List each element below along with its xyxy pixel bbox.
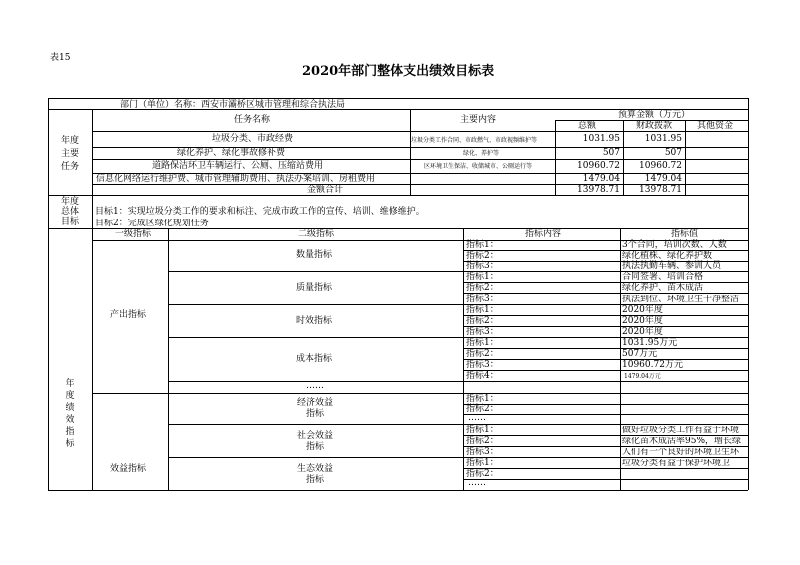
indicator-name: 指标3： xyxy=(466,360,499,370)
indicator-value: 绿化植株、绿化养护数 xyxy=(622,251,713,261)
indicator-name: 指标3： xyxy=(466,447,499,457)
value-header: 指标值 xyxy=(671,229,699,239)
indicator-name: 指标1： xyxy=(466,240,499,250)
dept-name: 部门（单位）名称：西安市灞桥区城市管理和综合执法局 xyxy=(120,100,346,110)
indicator-name: 指标1： xyxy=(466,305,499,315)
indicator-name: 指标3： xyxy=(466,294,499,304)
indicator-value: 2020年度 xyxy=(622,316,663,326)
economic-indicator: 经济效益 指标 xyxy=(296,398,333,419)
indicator-name: 指标1： xyxy=(466,338,499,348)
task-fiscal: 507 xyxy=(664,148,682,158)
level1-header: 一级指标 xyxy=(115,229,152,239)
indicator-value: 2020年度 xyxy=(622,327,663,337)
sheet-label: 表15 xyxy=(50,53,71,63)
indicator-name: 指标3： xyxy=(466,261,499,271)
indicator-name: …… xyxy=(468,478,486,488)
social-indicator: 社会效益 指标 xyxy=(296,431,333,452)
task-fiscal: 10960.72 xyxy=(639,161,682,171)
indicator-name: …… xyxy=(468,413,486,423)
total-header: 总额 xyxy=(578,121,597,131)
benefit-indicator-label: 效益指标 xyxy=(110,464,147,474)
task-total: 507 xyxy=(602,148,620,158)
indicator-value: 合同签署、培训合格 xyxy=(622,272,704,282)
goal-2: 目标2：完成区绿化规划任务 xyxy=(95,219,209,228)
quality-indicator: 质量指标 xyxy=(296,283,333,293)
indicator-name: 指标3： xyxy=(466,327,499,337)
indicator-name: 指标2： xyxy=(466,283,499,293)
sum-fiscal: 13978.71 xyxy=(639,185,682,195)
indicator-value: 垃圾分类有益于保护环境卫 xyxy=(622,459,731,468)
ecology-indicator: 生态效益 指标 xyxy=(296,464,333,485)
indicator-name: 指标2： xyxy=(466,469,499,479)
task-content: 垃圾分类工作合同、市政燃气、市政视频维护等 xyxy=(411,137,538,144)
fiscal-header: 财政拨款 xyxy=(636,121,673,131)
indicator-name: 指标1： xyxy=(466,394,499,404)
indicator-value: 做好垃圾分类工作有益于环境 xyxy=(622,426,740,435)
indicator-value: 10960.72万元 xyxy=(622,360,683,370)
indicator-value: 2020年度 xyxy=(622,305,663,315)
indicator-value: 3个合同，培训次数、人数 xyxy=(622,240,727,250)
indicator-name: 指标1： xyxy=(466,272,499,282)
indicator-name: 指标2： xyxy=(466,436,499,446)
other-header: 其他资金 xyxy=(697,121,734,131)
indicator-value: 绿化养护、苗木成活 xyxy=(622,283,704,293)
indicator-name: 指标1： xyxy=(466,458,499,468)
task-fiscal: 1031.95 xyxy=(644,134,682,144)
task-content: 区环境卫生保洁、收储城市、公厕运行等 xyxy=(424,163,533,170)
cost-indicator: 成本指标 xyxy=(296,354,333,364)
task-fiscal: 1479.04 xyxy=(644,174,682,184)
indicator-name: 指标2： xyxy=(466,316,499,326)
indicator-name: 指标2： xyxy=(466,349,499,359)
output-indicator-label: 产出指标 xyxy=(110,310,147,320)
task-total: 1479.04 xyxy=(582,174,620,184)
indicator-name: 指标2： xyxy=(466,404,499,414)
section-goal-label: 年度 总体 目标 xyxy=(60,197,79,227)
goal-1: 目标1：实现垃圾分类工作的要求和标注、完成市政工作的宣传、培训、维修维护。 xyxy=(95,207,425,217)
content-header: 指标内容 xyxy=(525,229,562,239)
page-title: 2020年部门整体支出绩效目标表 xyxy=(302,64,495,79)
task-name-header: 任务名称 xyxy=(234,115,271,125)
indicator-value: 绿化苗木成活率95%，增长绿 xyxy=(622,437,742,446)
quantity-indicator: 数量指标 xyxy=(296,250,333,260)
indicator-name: 指标4： xyxy=(466,371,499,381)
indicator-name: 指标2： xyxy=(466,251,499,261)
time-indicator: 时效指标 xyxy=(296,316,333,326)
indicator-value: 执法到位、环境卫生干净整洁 xyxy=(622,295,740,304)
indicator-name: 指标1： xyxy=(466,425,499,435)
section-task-label: 年度 主要 任务 xyxy=(60,136,80,172)
level2-ellipsis: …… xyxy=(306,381,324,391)
task-name: 垃圾分类、市政经费 xyxy=(212,134,294,144)
indicator-value: 507万元 xyxy=(622,349,658,359)
indicator-value: 1479.04万元 xyxy=(624,373,661,380)
task-total: 10960.72 xyxy=(577,161,620,171)
level2-header: 二级指标 xyxy=(298,229,335,239)
indicator-value: 执法执勤车辆、参训人员 xyxy=(622,261,722,271)
indicator-value: 1031.95万元 xyxy=(622,338,678,348)
task-name: 道路保洁环卫车辆运行、公厕、压缩站费用 xyxy=(152,161,324,171)
section-indicator-label: 年 度 绩 效 指 标 xyxy=(65,379,75,449)
main-content-header: 主要内容 xyxy=(460,115,497,125)
sum-total: 13978.71 xyxy=(577,185,620,195)
budget-header: 预算金额（万元） xyxy=(618,110,691,120)
task-total: 1031.95 xyxy=(582,134,620,144)
task-name: 信息化网络运行维护费、城市管理辅助费用、执法办案培训、房租费用 xyxy=(96,174,376,184)
indicator-value: 人们有一个良好的环境卫生环 xyxy=(622,448,740,457)
task-content: 绿化、养护等 xyxy=(463,150,500,157)
task-name: 绿化养护、绿化事故修补费 xyxy=(177,148,286,158)
sum-label: 金额合计 xyxy=(307,185,344,195)
